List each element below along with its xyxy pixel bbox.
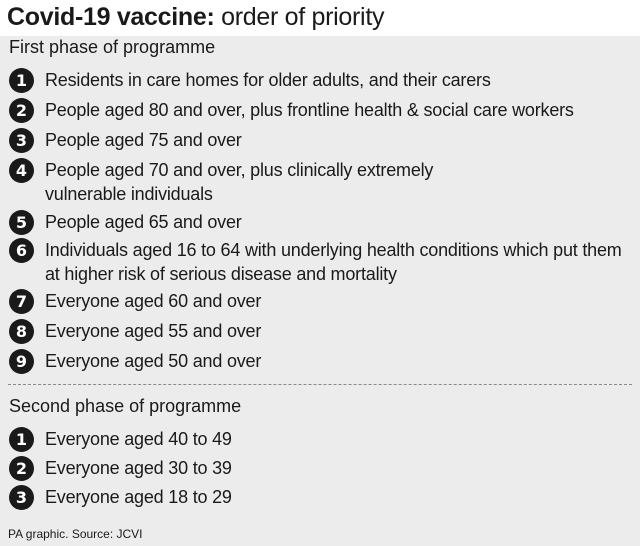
- number-badge: 1: [9, 68, 34, 93]
- item-text: People aged 70 and over, plus clinically extremely vulnerable individuals: [45, 160, 434, 204]
- number-badge: 4: [9, 158, 34, 183]
- phase-divider: [8, 384, 632, 385]
- number-badge: 2: [9, 98, 34, 123]
- item-text: Everyone aged 60 and over: [45, 291, 262, 311]
- second-phase-heading: Second phase of programme: [9, 396, 242, 416]
- number-badge: 3: [9, 485, 34, 510]
- item-text: Everyone aged 50 and over: [45, 351, 262, 371]
- item-text: Everyone aged 30 to 39: [45, 458, 232, 478]
- number-badge: 6: [9, 238, 34, 263]
- item-text: Residents in care homes for older adults, and their carers: [45, 70, 491, 90]
- item-text: Individuals aged 16 to 64 with underlying health conditions which put them at higher risk of serious disease and mortality: [45, 240, 622, 284]
- title-bold: Covid-19 vaccine:: [7, 3, 215, 31]
- number-badge: 3: [9, 128, 34, 153]
- number-badge: 2: [9, 456, 34, 481]
- title-light: order of priority: [214, 3, 385, 31]
- number-badge: 9: [9, 349, 34, 374]
- priority-panel: [0, 36, 640, 546]
- item-text: People aged 65 and over: [45, 212, 242, 232]
- source-credit: PA graphic. Source: JCVI: [8, 527, 143, 541]
- first-phase-heading: First phase of programme: [9, 37, 216, 57]
- item-text: Everyone aged 55 and over: [45, 321, 262, 341]
- number-badge: 8: [9, 319, 34, 344]
- item-text: Everyone aged 18 to 29: [45, 487, 232, 507]
- item-text: Everyone aged 40 to 49: [45, 429, 232, 449]
- page-title: [7, 2, 384, 32]
- item-text: People aged 75 and over: [45, 130, 242, 150]
- number-badge: 7: [9, 289, 34, 314]
- number-badge: 1: [9, 427, 34, 452]
- item-text: People aged 80 and over, plus frontline health & social care workers: [45, 100, 574, 120]
- number-badge: 5: [9, 210, 34, 235]
